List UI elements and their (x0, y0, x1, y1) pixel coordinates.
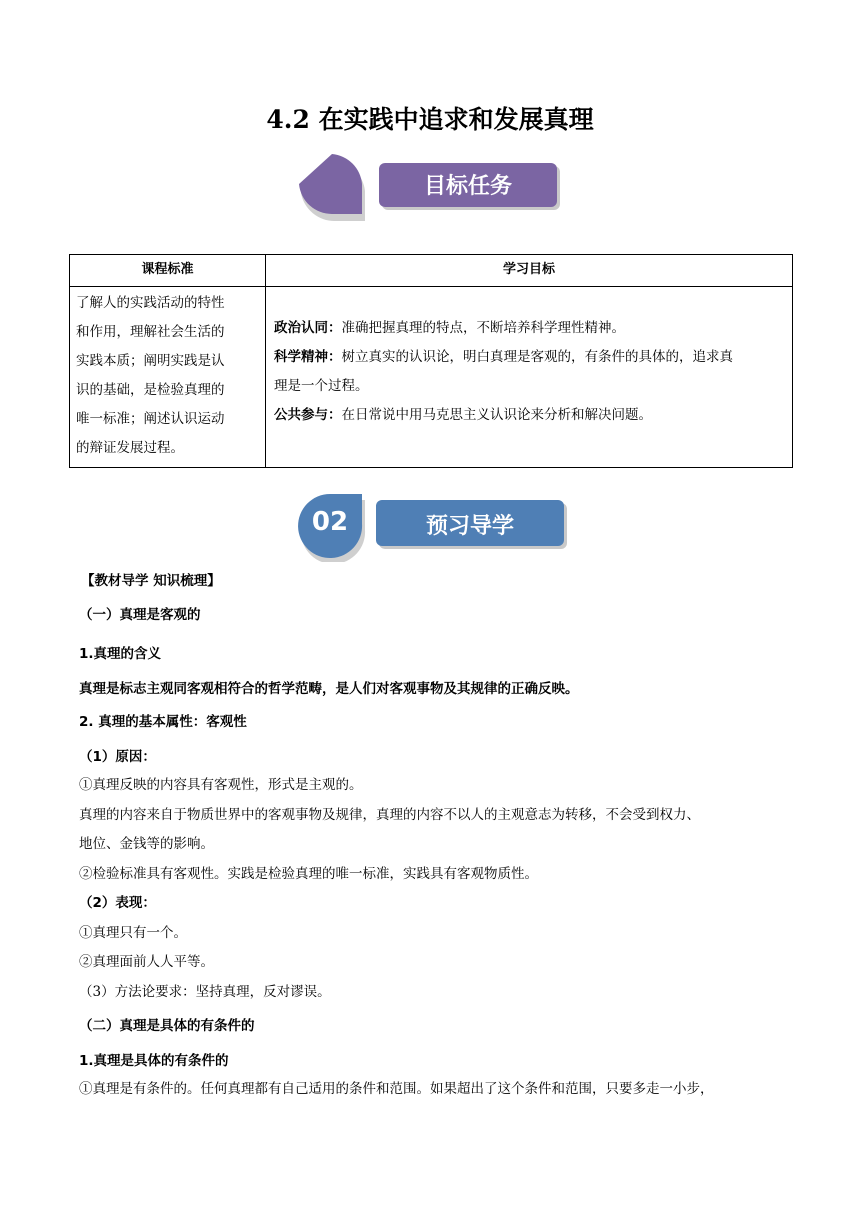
page-title: 4.2 在实践中追求和发展真理 (266, 105, 594, 134)
heading-1: （一）真理是客观的 (79, 607, 201, 623)
standard-line: 识的基础，是检验真理的 (76, 382, 225, 398)
paragraph: 地位、金钱等的影响。 (79, 836, 214, 852)
paragraph-bold: （1）原因： (79, 749, 156, 765)
banner-preview-number: 02 (311, 507, 349, 537)
table-header-goals: 学习目标 (266, 255, 793, 287)
paragraph-bold: （2）表现： (79, 895, 156, 911)
subheading: 1.真理的含义 (79, 646, 162, 662)
goal-label: 政治认同： (274, 320, 342, 336)
paragraph: （3）方法论要求：坚持真理，反对谬误。 (79, 984, 331, 1000)
paragraph: ①真理只有一个。 (79, 925, 187, 941)
subheading: 2. 真理的基本属性：客观性 (79, 714, 247, 730)
section-marker: 【教材导学 知识梳理】 (81, 573, 221, 589)
curriculum-table (69, 254, 793, 468)
standard-line: 和作用，理解社会生活的 (76, 324, 225, 340)
standard-line: 实践本质；阐明实践是认 (76, 353, 225, 369)
goal-item (274, 314, 784, 343)
paragraph: ②真理面前人人平等。 (79, 954, 214, 970)
goal-label: 公共参与： (274, 407, 342, 423)
goal-text: 树立真实的认识论，明白真理是客观的，有条件的具体的，追求真 (341, 349, 733, 365)
paragraph: ①真理是有条件的。任何真理都有自己适用的条件和范围。如果超出了这个条件和范围，只要多走一小步， (79, 1081, 714, 1097)
goal-text: 在日常说中用马克思主义认识论来分析和解决问题。 (341, 407, 652, 423)
goal-item-continued: 理是一个过程。 (274, 378, 369, 394)
section-banner-preview (0, 490, 860, 562)
subheading: 1.真理是具体的有条件的 (79, 1053, 229, 1069)
section-banner-goals (0, 152, 860, 224)
goal-item (274, 343, 784, 372)
banner-goals-label: 目标任务 (423, 174, 512, 199)
standard-line: 唯一标准；阐述认识运动 (76, 411, 225, 427)
goal-text: 准确把握真理的特点，不断培养科学理性精神。 (341, 320, 625, 336)
standard-line: 了解人的实践活动的特性 (76, 295, 225, 311)
goal-label: 科学精神： (274, 349, 342, 365)
goal-item (274, 401, 784, 430)
standard-line: 的辩证发展过程。 (76, 440, 184, 456)
paragraph: ②检验标准具有客观性。实践是检验真理的唯一标准，实践具有客观物质性。 (79, 866, 538, 882)
goals-cell (266, 287, 793, 468)
table-header-standard: 课程标准 (70, 255, 266, 287)
banner-preview-label: 预习导学 (425, 514, 514, 539)
definition-text: 真理是标志主观同客观相符合的哲学范畴，是人们对客观事物及其规律的正确反映。 (79, 681, 579, 697)
paragraph: 真理的内容来自于物质世界中的客观事物及规律，真理的内容不以人的主观意志为转移，不会受到权力、 (79, 807, 700, 823)
standard-cell (70, 287, 266, 468)
heading-2: （二）真理是具体的有条件的 (79, 1018, 255, 1034)
paragraph: ①真理反映的内容具有客观性，形式是主观的。 (79, 777, 363, 793)
